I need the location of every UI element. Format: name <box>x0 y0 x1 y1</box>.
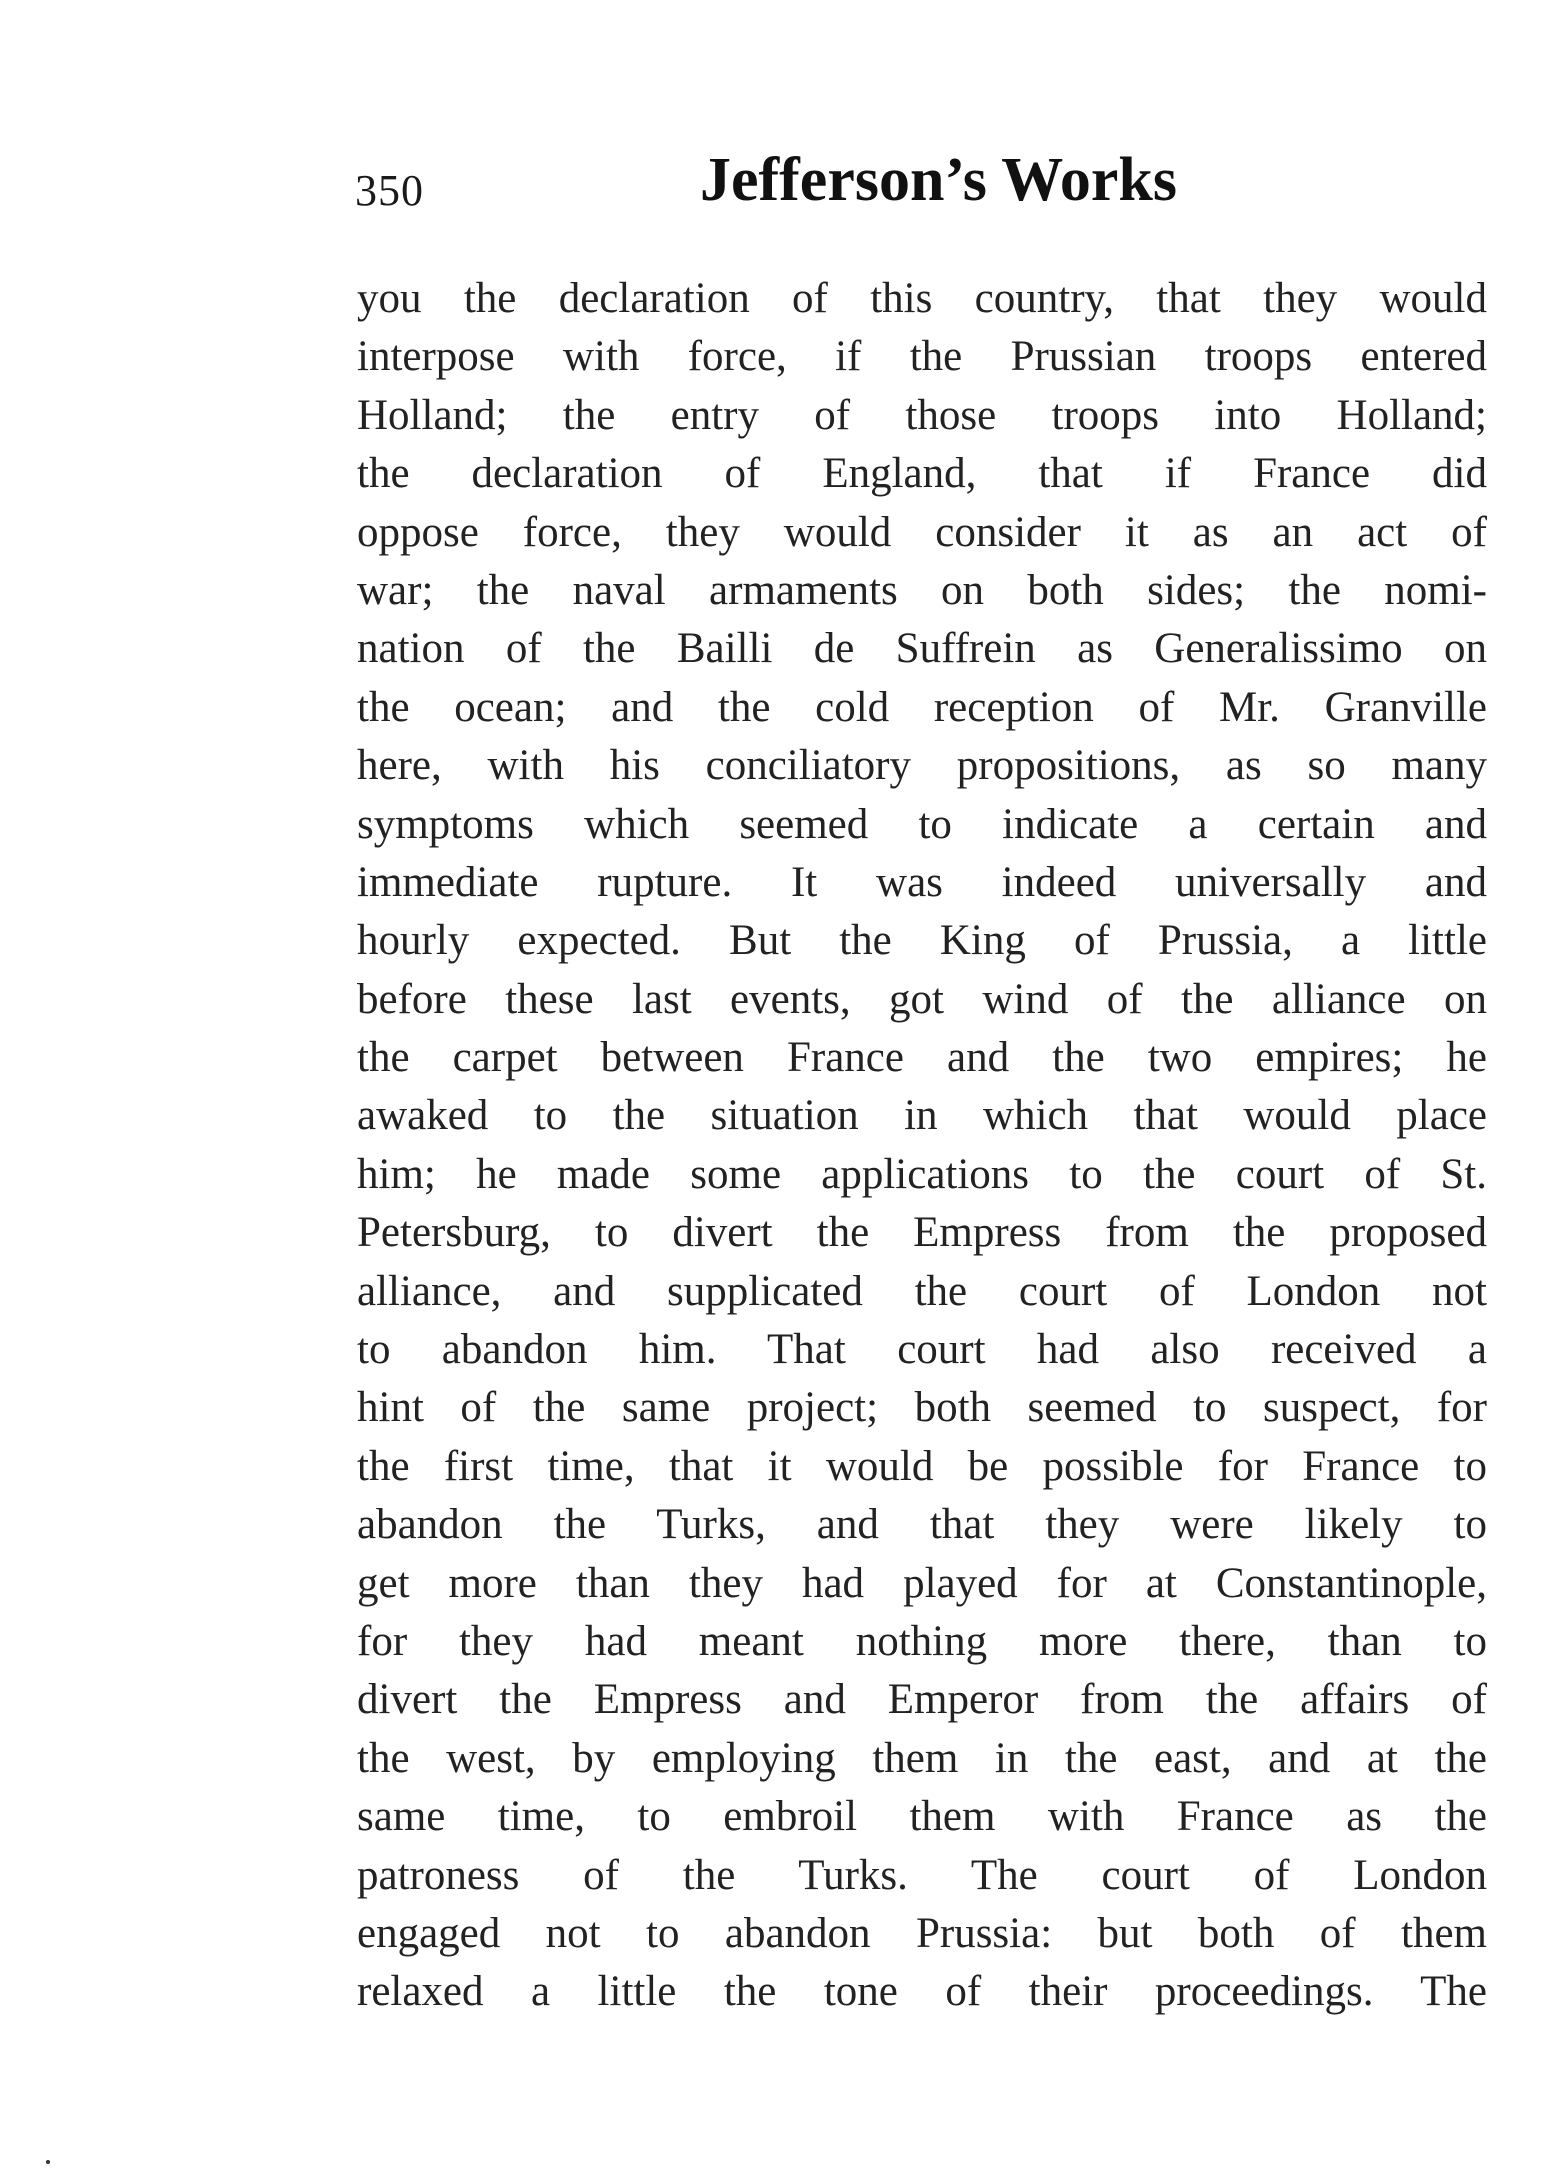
text-line: hint of the same project; both seemed to suspect, for <box>357 1384 1487 1432</box>
text-line: the ocean; and the cold reception of Mr. Granville <box>357 683 1487 731</box>
text-line: awaked to the situation in which that would place <box>357 1092 1487 1140</box>
text-line: here, with his conciliatory propositions, as so many <box>357 742 1487 790</box>
text-line: him; he made some applications to the court of St. <box>357 1150 1487 1198</box>
text-line: divert the Empress and Emperor from the affairs of <box>357 1676 1487 1724</box>
text-line: the first time, that it would be possible for France to <box>357 1442 1487 1490</box>
text-line: the carpet between France and the two empires; he <box>357 1034 1487 1082</box>
text-line: interpose with force, if the Prussian troops entered <box>357 333 1487 381</box>
running-title: Jefferson’s Works <box>700 146 1178 214</box>
text-line: get more than they had played for at Constantinople, <box>357 1559 1487 1607</box>
text-line: the declaration of England, that if France did <box>357 450 1487 498</box>
text-line: to abandon him. That court had also received a <box>357 1326 1487 1374</box>
ink-speck <box>46 2160 50 2164</box>
text-line: engaged not to abandon Prussia: but both of them <box>357 1909 1487 1957</box>
text-line: abandon the Turks, and that they were likely to <box>357 1501 1487 1549</box>
text-line: before these last events, got wind of the alliance on <box>357 975 1487 1023</box>
page-number: 350 <box>355 166 424 215</box>
text-line: you the declaration of this country, that they would <box>357 275 1487 322</box>
text-line: hourly expected. But the King of Prussia, a little <box>357 917 1487 965</box>
text-line: oppose force, they would consider it as an act of <box>357 508 1487 556</box>
text-line: for they had meant nothing more there, than to <box>357 1617 1487 1665</box>
text-line: immediate rupture. It was indeed universally and <box>357 858 1487 906</box>
text-line: relaxed a little the tone of their proceedings. The <box>357 1968 1487 2016</box>
text-line: war; the naval armaments on both sides; the nomi- <box>357 566 1487 614</box>
text-line: Petersburg, to divert the Empress from the proposed <box>357 1209 1487 1257</box>
text-line: nation of the Bailli de Suffrein as Generalissimo on <box>357 625 1487 673</box>
text-line: symptoms which seemed to indicate a certain and <box>357 800 1487 848</box>
text-line: same time, to embroil them with France as the <box>357 1793 1487 1841</box>
text-line: patroness of the Turks. The court of London <box>357 1851 1487 1899</box>
text-line: Holland; the entry of those troops into Holland; <box>357 391 1487 439</box>
page-header <box>355 145 1485 235</box>
body-text <box>357 270 1487 2022</box>
text-line: the west, by employing them in the east, and at the <box>357 1734 1487 1782</box>
text-line: alliance, and supplicated the court of London not <box>357 1267 1487 1315</box>
